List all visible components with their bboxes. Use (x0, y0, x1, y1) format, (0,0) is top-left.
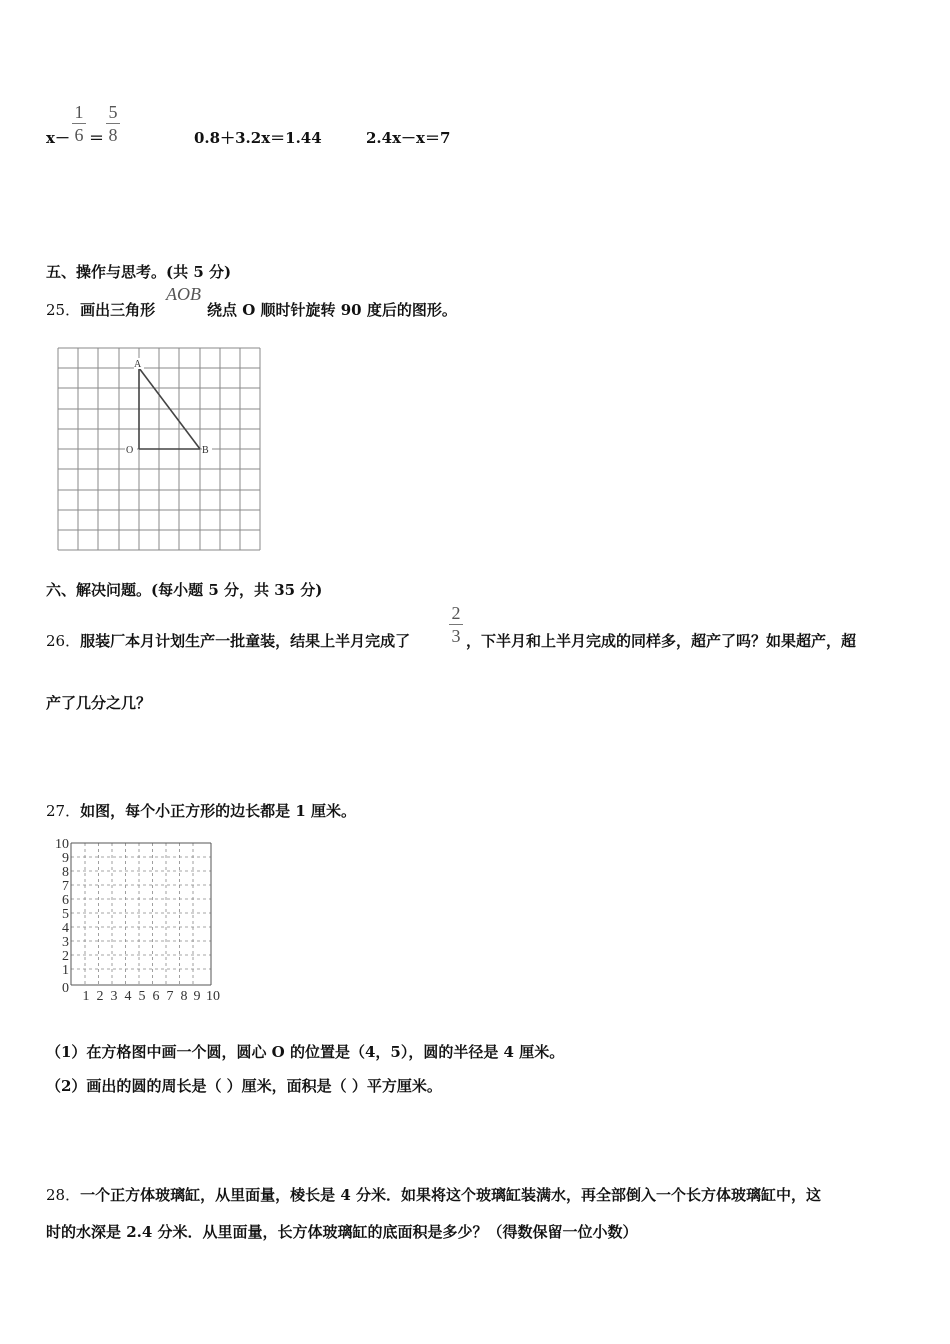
y-tick-label: 3 (62, 935, 69, 950)
fraction-bar (449, 624, 463, 625)
question-text: 画出三角形 (80, 301, 156, 319)
fraction-bar (106, 123, 120, 124)
y-tick-label: 8 (62, 865, 69, 880)
equation-2: 0.8＋3.2x＝1.44 (194, 129, 322, 147)
fraction-numerator: 5 (108, 102, 118, 122)
fraction-denominator: 6 (74, 125, 84, 145)
question-26-continued: ，下半月和上半月完成的同样多，超产了吗？如果超产，超 (466, 632, 857, 650)
grid-border (71, 843, 211, 985)
x-tick-label: 3 (110, 989, 118, 1004)
y-tick-label: 7 (62, 879, 69, 894)
x-tick-label: 5 (138, 989, 146, 1004)
point-a-label: A (134, 359, 142, 370)
question-number: 27． (46, 802, 81, 820)
origin-label: 0 (62, 981, 69, 996)
question-27-part-2: （2）画出的圆的周长是（ ）厘米，面积是（ ）平方厘米。 (46, 1077, 442, 1095)
section-6-heading: 六、解决问题。(每小题 5 分，共 35 分) (46, 581, 323, 599)
question-26-line-2: 产了几分之几？ (46, 694, 152, 712)
point-o-label: O (126, 445, 134, 456)
fraction-denominator: 8 (108, 125, 118, 145)
section-5-heading: 五、操作与思考。(共 5 分) (46, 263, 232, 281)
question-28-line-2: 时的水深是 2.4 分米．从里面量，长方体玻璃缸的底面积是多少？（得数保留一位小数） (46, 1223, 638, 1241)
fraction-one-sixth (72, 102, 86, 145)
x-tick-label: 4 (124, 989, 132, 1004)
coordinate-grid-figure (46, 830, 236, 1006)
y-tick-label: 2 (62, 949, 69, 964)
y-tick-label: 10 (55, 837, 69, 852)
x-tick-label: 10 (206, 989, 220, 1004)
y-tick-labels (55, 837, 69, 996)
question-25-continued: 绕点 O 顺时针旋转 90 度后的图形。 (207, 301, 457, 319)
question-25 (46, 299, 155, 320)
equation-1-prefix: x－ (46, 129, 70, 147)
question-text: 如图，每个小正方形的边长都是 1 厘米。 (80, 802, 356, 820)
question-text: 服装厂本月计划生产一批童装，结果上半月完成了 (80, 632, 411, 650)
rotation-grid-figure (54, 345, 264, 555)
x-tick-label: 9 (193, 989, 201, 1004)
fraction-bar (72, 123, 86, 124)
y-tick-label: 1 (62, 963, 69, 978)
y-tick-label: 9 (62, 851, 69, 866)
x-tick-label: 8 (180, 989, 188, 1004)
dashed-grid-lines (71, 843, 211, 985)
question-number: 28． (46, 1186, 81, 1204)
x-tick-label: 2 (96, 989, 104, 1004)
fraction-two-thirds (449, 603, 463, 646)
equation-3: 2.4x－x＝7 (366, 129, 451, 147)
x-tick-label: 7 (166, 989, 174, 1004)
fraction-numerator: 2 (451, 603, 461, 623)
fraction-five-eighths (106, 102, 120, 145)
question-28 (46, 1184, 821, 1205)
fraction-numerator: 1 (74, 102, 84, 122)
point-b-label: B (202, 445, 209, 456)
question-27 (46, 800, 356, 821)
y-tick-label: 4 (62, 921, 69, 936)
x-tick-label: 6 (152, 989, 160, 1004)
fraction-denominator: 3 (451, 626, 461, 646)
x-tick-labels (83, 989, 221, 1004)
question-text: 一个正方体玻璃缸，从里面量，棱长是 4 分米．如果将这个玻璃缸装满水，再全部倒入一个长方体玻璃缸中，这 (80, 1186, 821, 1204)
question-27-part-1: （1）在方格图中画一个圆，圆心 O 的位置是（4，5），圆的半径是 4 厘米。 (46, 1043, 565, 1061)
question-number: 26． (46, 632, 81, 650)
triangle-name-aob: AOB (166, 284, 201, 304)
question-number: 25． (46, 301, 81, 319)
question-26 (46, 630, 410, 651)
x-tick-label: 1 (82, 989, 90, 1004)
equation-1-equals: ＝ (89, 129, 105, 147)
y-tick-label: 5 (62, 907, 69, 922)
y-tick-label: 6 (62, 893, 69, 908)
